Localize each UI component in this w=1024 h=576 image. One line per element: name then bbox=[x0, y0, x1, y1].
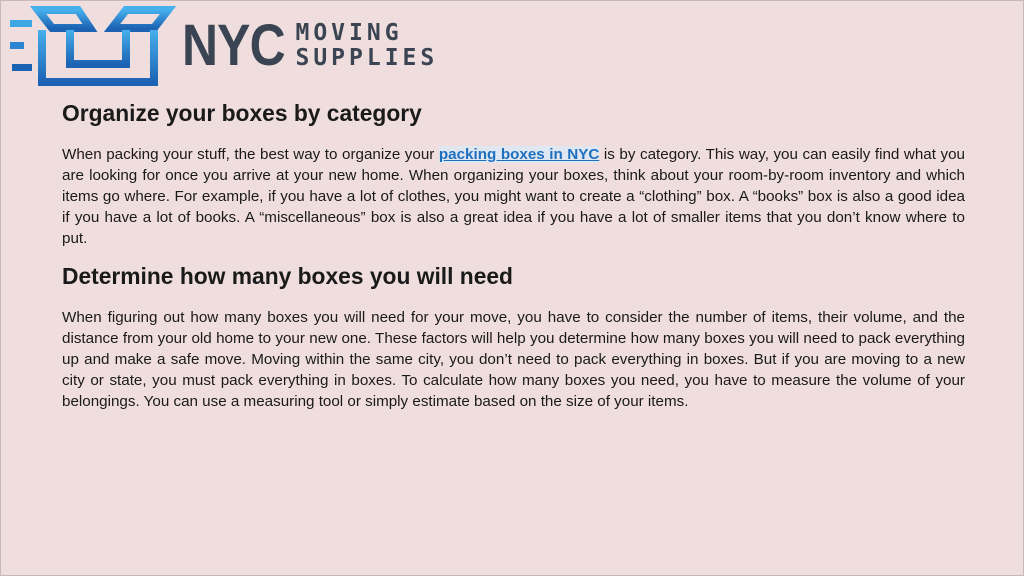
article-content bbox=[62, 100, 966, 429]
section-heading-boxes-needed: Determine how many boxes you will need bbox=[62, 263, 513, 289]
packing-boxes-link[interactable]: packing boxes in NYC bbox=[438, 146, 600, 163]
paragraph-text-before-link: When packing your stuff, the best way to organize your bbox=[62, 146, 439, 163]
section-paragraph-boxes-needed: When figuring out how many boxes you will need for your move, you have to consider the number of items, their volume, and the distance from your old home to your new one. These factors will help you determine how many boxes you will need to pack everything up and make a safe move. Moving within the same city, you don’t need to pack everything in boxes. But if you are moving to a new city or state, you must pack everything in boxes. To calculate how many boxes you need, you have to measure the volume of your belongings. You can use a measuring tool or simply estimate based on the size of your items. bbox=[62, 309, 965, 410]
brand-moving-text: MOVING bbox=[295, 20, 403, 46]
brand-subtitle bbox=[295, 21, 438, 71]
paragraph-text-after-link: is by category. This way, you can easily find what you are looking for once you arrive at your new home. When organizing your boxes, think about your room-by-room inventory and which items go where. For example, if you have a lot of clothes, you might want to create a “clothing” box. A “books” box is also a good idea if you have a lot of books. A “miscellaneous” box is also a great idea if you have a lot of smaller items that you don’t know where to put. bbox=[62, 146, 966, 247]
site-logo[interactable] bbox=[8, 4, 438, 88]
brand-wordmark bbox=[182, 13, 439, 78]
brand-supplies-text: SUPPLIES bbox=[295, 45, 439, 71]
brand-nyc-text: NYC bbox=[182, 13, 285, 78]
section-paragraph-organize bbox=[62, 144, 965, 249]
section-heading-organize: Organize your boxes by category bbox=[62, 100, 422, 126]
moving-box-logo-icon bbox=[8, 4, 178, 88]
